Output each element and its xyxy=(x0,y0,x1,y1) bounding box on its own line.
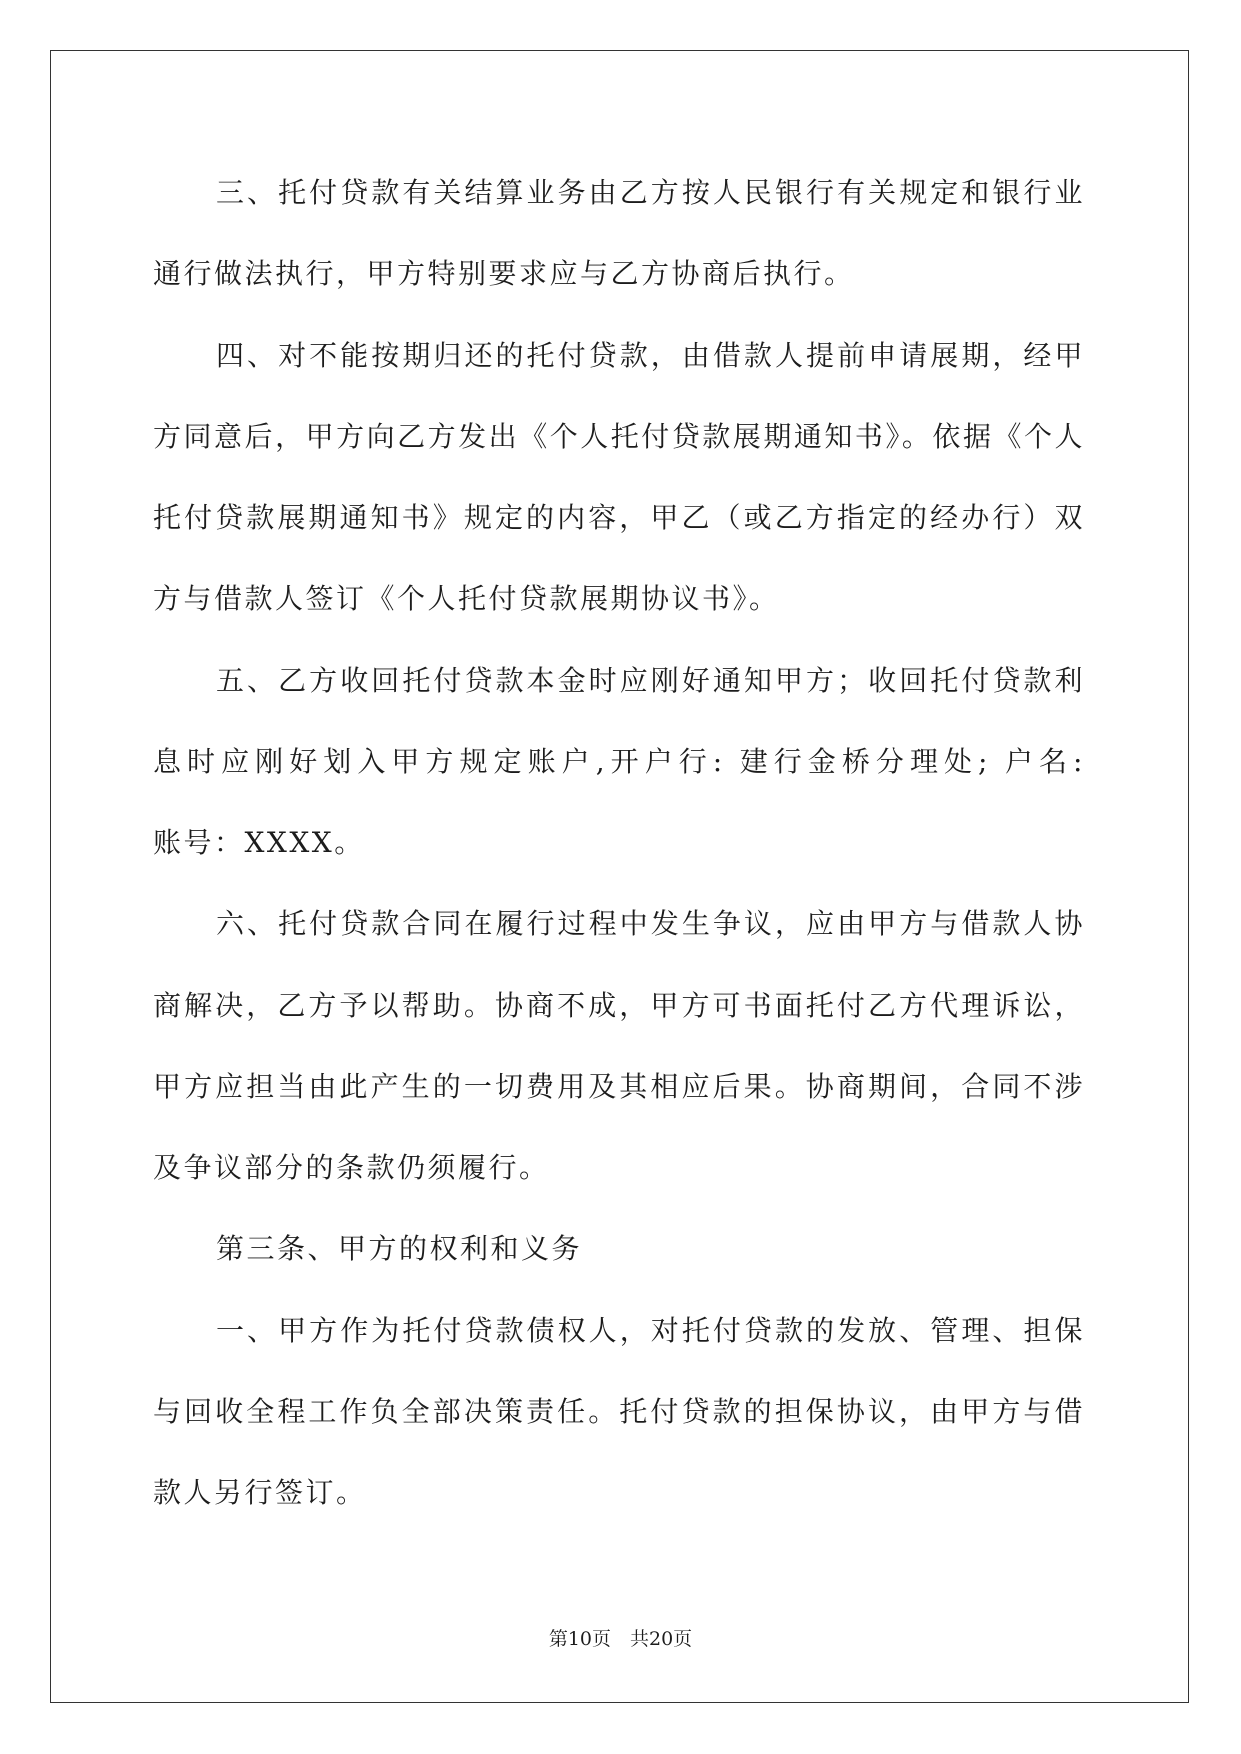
section-heading xyxy=(153,1208,1085,1289)
text-line: 四、对不能按期归还的托付贷款，由借款人提前申请展期，经甲 xyxy=(216,338,1085,372)
text-line: 与回收全程工作负全部决策责任。托付贷款的担保协议，由甲方与借 xyxy=(153,1394,1085,1428)
text-line: 托付贷款展期通知书》规定的内容，甲乙（或乙方指定的经办行）双 xyxy=(153,501,1085,535)
text-line: 商解决，乙方予以帮助。协商不成，甲方可书面托付乙方代理诉讼， xyxy=(153,988,1085,1022)
text-line: 息时应刚好划入甲方规定账户,开户行: 建行金桥分理处; 户名: xyxy=(153,744,1085,778)
page-number-label: 第10页 共20页 xyxy=(548,1628,693,1650)
text-line: 五、乙方收回托付贷款本金时应刚好通知甲方；收回托付贷款利 xyxy=(216,663,1085,697)
text-line: 账号：XXXX。 xyxy=(153,826,365,860)
text-line: 方同意后，甲方向乙方发出《个人托付贷款展期通知书》。依据《个人 xyxy=(153,419,1085,453)
paragraph-5 xyxy=(153,640,1085,884)
page-footer xyxy=(0,1626,1241,1652)
text-line: 及争议部分的条款仍须履行。 xyxy=(153,1151,550,1185)
text-line: 方与借款人签订《个人托付贷款展期协议书》。 xyxy=(153,582,780,616)
text-line: 甲方应担当由此产生的一切费用及其相应后果。协商期间，合同不涉 xyxy=(153,1069,1085,1103)
text-line: 一、甲方作为托付贷款债权人，对托付贷款的发放、管理、担保 xyxy=(216,1313,1085,1347)
text-line: 通行做法执行，甲方特别要求应与乙方协商后执行。 xyxy=(153,257,855,291)
paragraph-3 xyxy=(153,152,1085,315)
paragraph-1 xyxy=(153,1290,1085,1534)
text-line: 六、托付贷款合同在履行过程中发生争议，应由甲方与借款人协 xyxy=(216,907,1085,941)
text-line: 款人另行签订。 xyxy=(153,1476,367,1510)
body-text xyxy=(153,152,1085,1534)
paragraph-4 xyxy=(153,315,1085,640)
paragraph-6 xyxy=(153,883,1085,1208)
section-heading-text: 第三条、甲方的权利和义务 xyxy=(216,1232,583,1266)
text-line: 三、托付贷款有关结算业务由乙方按人民银行有关规定和银行业 xyxy=(216,176,1085,209)
